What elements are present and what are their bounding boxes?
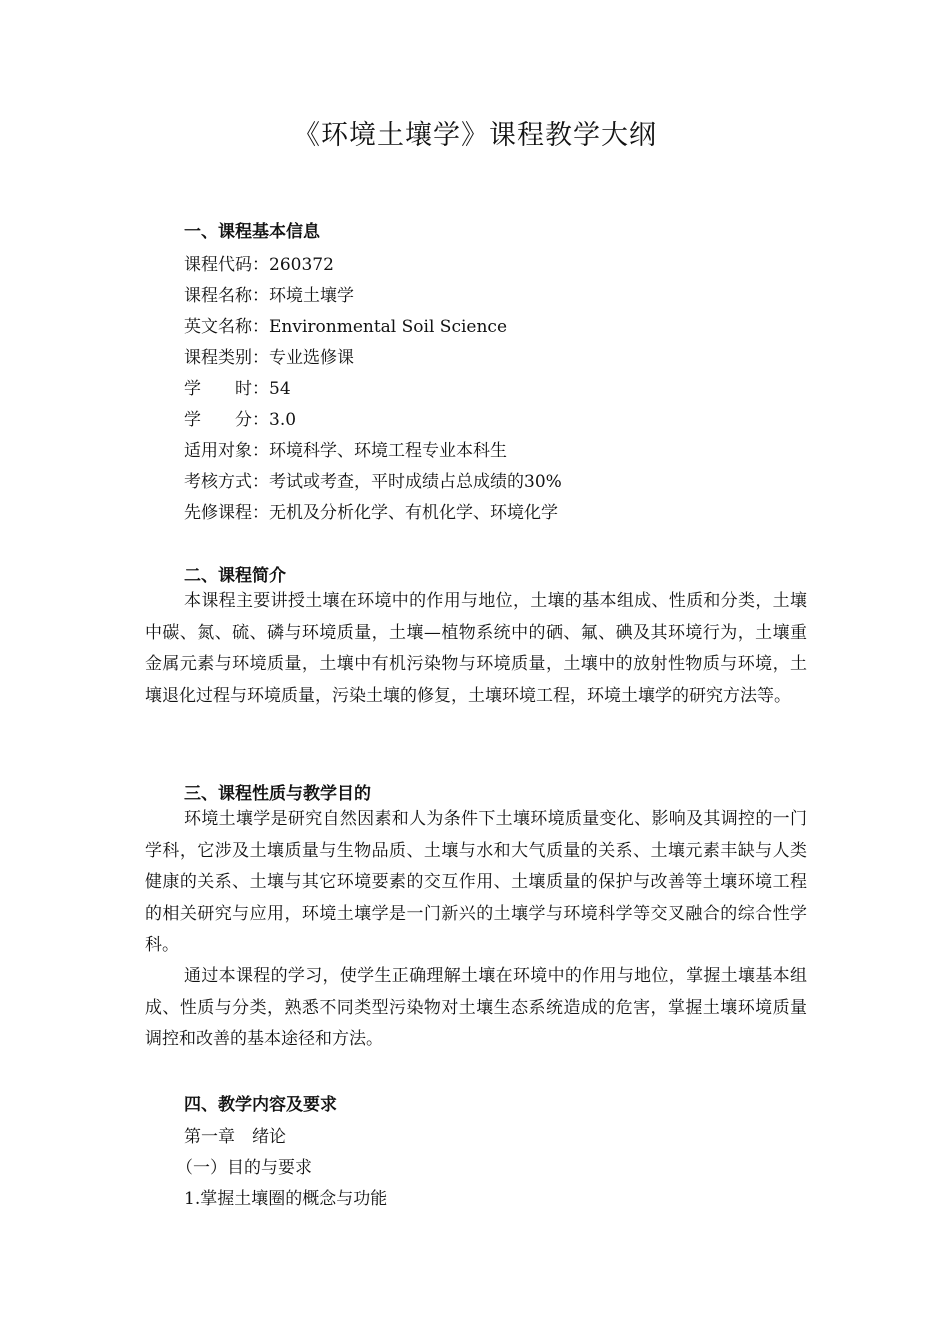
document-title: 《环境土壤学》课程教学大纲 [293, 120, 657, 151]
info-line-hours: 学 时：54 [184, 379, 291, 399]
section-heading-nature-purpose: 三、课程性质与教学目的 [184, 784, 371, 804]
subsection-title: （一）目的与要求 [176, 1158, 312, 1178]
list-item: 1.掌握土壤圈的概念与功能 [184, 1189, 388, 1209]
purpose-paragraph: 通过本课程的学习，使学生正确理解土壤在环境中的作用与地位，掌握土壤基本组成、性质与分类，熟悉不同类型污染物对土壤生态系统造成的危害，掌握土壤环境质量调控和改善的基本途径和方法。 [145, 966, 807, 1049]
info-line-credits: 学 分：3.0 [184, 410, 297, 430]
info-line-course-code: 课程代码：260372 [184, 255, 334, 275]
info-line-course-name: 课程名称：环境土壤学 [184, 286, 354, 306]
chapter-title: 第一章 绪论 [184, 1127, 286, 1147]
info-line-english-name: 英文名称：Environmental Soil Science [184, 317, 507, 337]
info-line-course-type: 课程类别：专业选修课 [184, 348, 354, 368]
intro-paragraph: 本课程主要讲授土壤在环境中的作用与地位，土壤的基本组成、性质和分类，土壤中碳、氮、硫、磷与环境质量，土壤—植物系统中的硒、氟、碘及其环境行为，土壤重金属元素与环境质量，土壤中有机污染物与环境质量，土壤中的放射性物质与环境，土壤退化过程与环境质量，污染土壤的修复，土壤环境工程，环境土壤学的研究方法等。 [145, 591, 807, 706]
nature-paragraph: 环境土壤学是研究自然因素和人为条件下土壤环境质量变化、影响及其调控的一门学科，它涉及土壤质量与生物品质、土壤与水和大气质量的关系、土壤元素丰缺与人类健康的关系、土壤与其它环境要素的交互作用、土壤质量的保护与改善等土壤环境工程的相关研究与应用，环境土壤学是一门新兴的土壤学与环境科学等交叉融合的综合性学科。 [145, 809, 807, 955]
section-heading-content: 四、教学内容及要求 [184, 1095, 337, 1115]
info-line-prerequisites: 先修课程：无机及分析化学、有机化学、环境化学 [184, 503, 558, 523]
section-heading-intro: 二、课程简介 [184, 566, 286, 586]
info-line-assessment: 考核方式：考试或考查，平时成绩占总成绩的30% [184, 472, 562, 492]
section-heading-basic-info: 一、课程基本信息 [184, 222, 320, 242]
info-line-audience: 适用对象：环境科学、环境工程专业本科生 [184, 441, 507, 461]
